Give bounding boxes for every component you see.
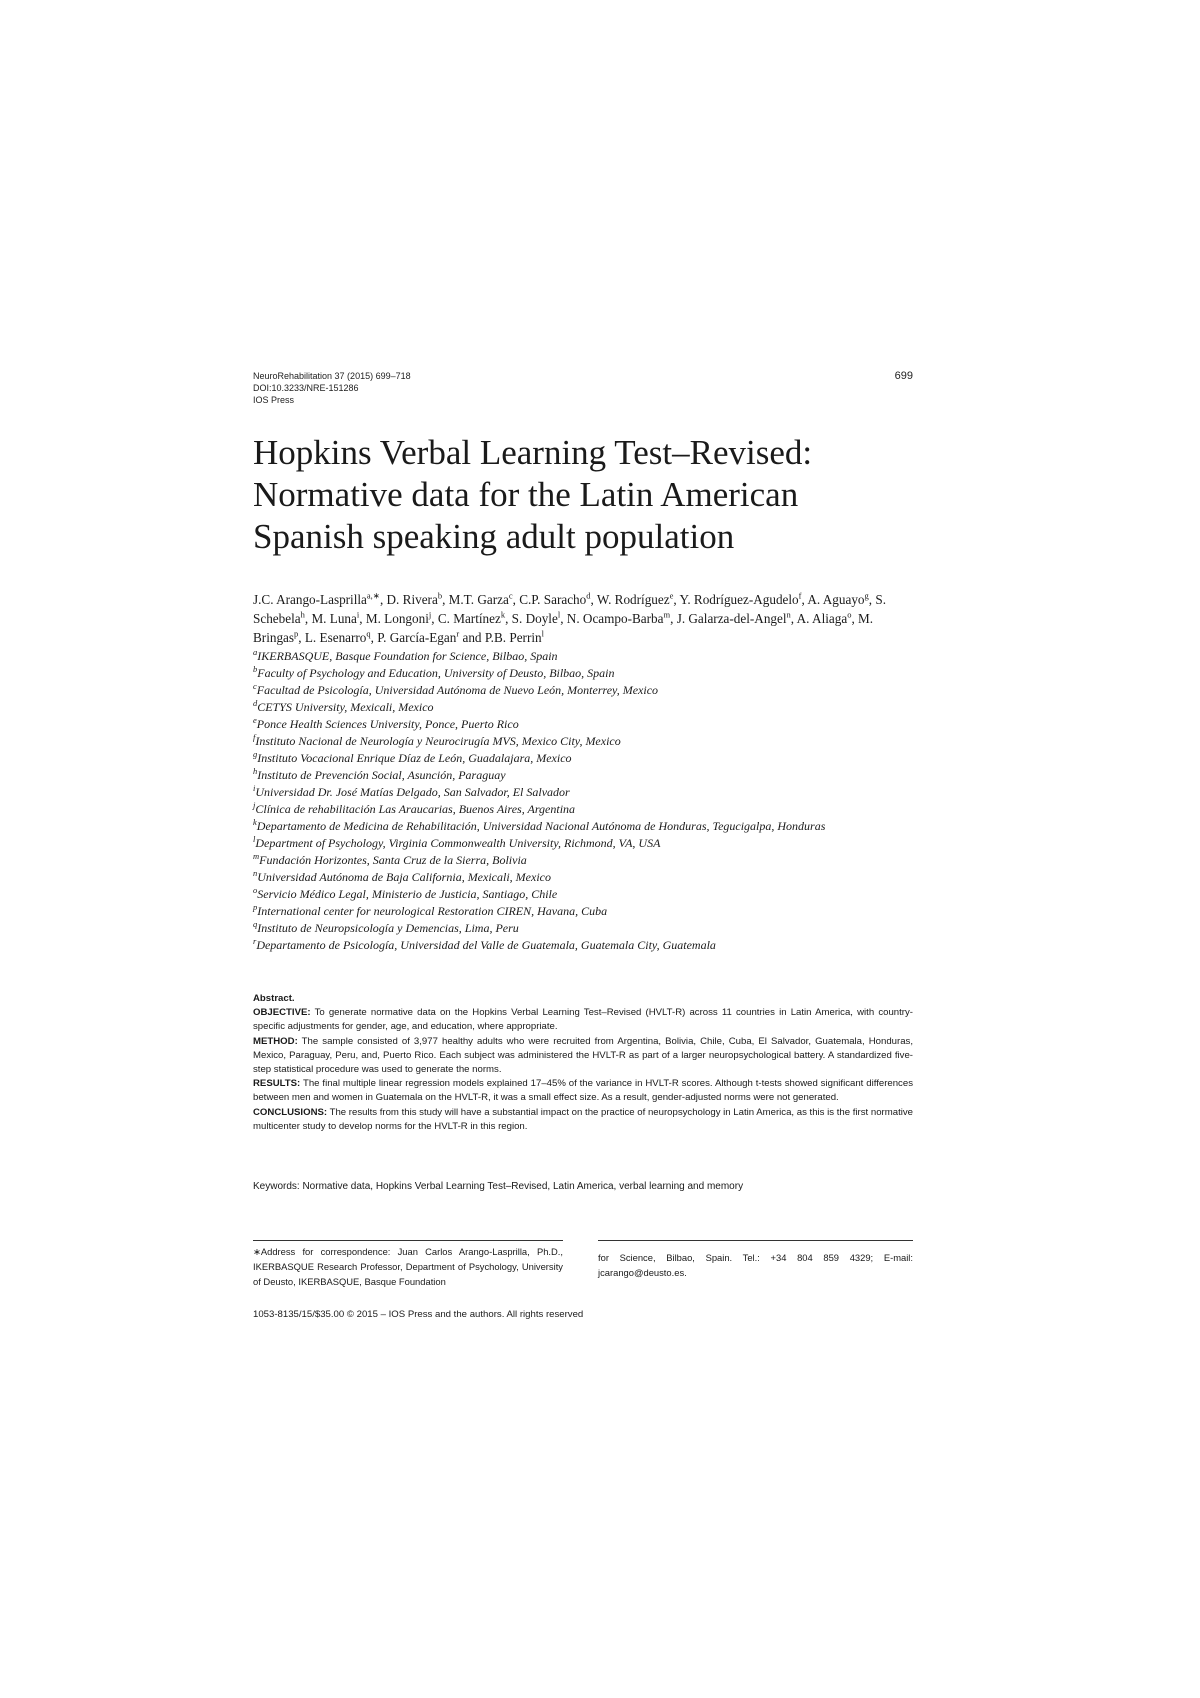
author-name: J.C. Arango-Lasprilla — [253, 592, 367, 607]
title-line: Normative data for the Latin American — [253, 475, 799, 514]
affiliation — [253, 750, 913, 767]
affiliation — [253, 818, 913, 835]
author-affiliation-marker: r — [456, 628, 460, 639]
affiliation — [253, 852, 913, 869]
affiliation-marker: a — [253, 647, 258, 657]
author-name: A. Aguayo — [807, 592, 865, 607]
author-affiliation-marker: e — [669, 590, 674, 601]
author-affiliation-marker: c — [508, 590, 513, 601]
affiliation — [253, 716, 913, 733]
affiliation-text: Facultad de Psicología, Universidad Autónoma de Nuevo León, Monterrey, Mexico — [256, 683, 659, 697]
copyright-line: 1053-8135/15/$35.00 © 2015 – IOS Press and the authors. All rights reserved — [253, 1309, 584, 1320]
author-separator: , — [512, 592, 520, 607]
affiliation-marker: i — [253, 783, 256, 793]
author-name: C.P. Saracho — [519, 592, 587, 607]
author-affiliation-marker: i — [356, 609, 360, 620]
author-separator: , — [379, 592, 387, 607]
affiliation — [253, 835, 913, 852]
affiliation-marker: m — [253, 851, 260, 861]
abstract — [253, 992, 913, 1134]
publisher: IOS Press — [253, 395, 295, 405]
author-name: N. Ocampo-Barba — [566, 611, 664, 626]
doi: DOI:10.3233/NRE-151286 — [253, 383, 359, 393]
author-name: D. Rivera — [386, 592, 438, 607]
author-affiliation-marker: m — [663, 609, 671, 620]
article-title — [253, 432, 953, 558]
affiliation — [253, 648, 913, 665]
author-separator: , — [359, 611, 366, 626]
affiliation-text: Departamento de Medicina de Rehabilitación, Universidad Nacional Autónoma de Honduras, Tegucigalpa, Honduras — [256, 819, 826, 833]
abstract-conclusions — [253, 1106, 913, 1134]
author-name: C. Martínez — [437, 611, 501, 626]
author-affiliation-marker: p — [294, 628, 299, 639]
affiliation-marker: k — [253, 817, 257, 827]
title-line: Hopkins Verbal Learning Test–Revised: — [253, 433, 813, 472]
footnote-divider — [598, 1240, 913, 1241]
author-affiliation-marker: l — [541, 628, 544, 639]
section-text: The sample consisted of 3,977 healthy adults who were recruited from Argentina, Bolivia, Chile, Cuba, El Salvador, Guatemala, Honduras, Mexico, Paraguay, Peru, and, Puerto Rico. Each subject was administered the HVLT-R as part of a larger neuropsychological battery. A standardized five-step statistical procedure was used to generate the norms. — [253, 1035, 913, 1076]
affiliation-marker: h — [253, 766, 258, 776]
affiliation-text: Instituto de Neuropsicología y Demencias, Lima, Peru — [257, 921, 519, 935]
author-name: S. Schebela — [253, 592, 887, 626]
author-affiliation-marker: q — [366, 628, 371, 639]
author-separator: , — [790, 611, 797, 626]
affiliation-marker: c — [253, 681, 257, 691]
author-name: P.B. Perrin — [484, 630, 542, 645]
author-name: M.T. Garza — [448, 592, 509, 607]
author-separator: , — [370, 630, 378, 645]
affiliation-marker: e — [253, 715, 257, 725]
affiliation — [253, 699, 913, 716]
affiliation-text: Servicio Médico Legal, Ministerio de Justicia, Santiago, Chile — [257, 887, 558, 901]
affiliation-text: Faculty of Psychology and Education, University of Deusto, Bilbao, Spain — [257, 666, 615, 680]
affiliation — [253, 937, 913, 954]
author-name: P. García-Egan — [377, 630, 457, 645]
author-separator: , — [590, 592, 597, 607]
affiliation-text: International center for neurological Restoration CIREN, Havana, Cuba — [257, 904, 608, 918]
author-separator: , — [868, 592, 876, 607]
author-separator: , — [442, 592, 449, 607]
author-separator: , — [304, 611, 312, 626]
affiliation-marker: r — [253, 936, 257, 946]
affiliation-marker: l — [253, 834, 256, 844]
affiliation-marker: f — [253, 732, 256, 742]
page-number: 699 — [894, 370, 913, 382]
section-text: To generate normative data on the Hopkins Verbal Learning Test–Revised (HVLT-R) across 11 countries in Latin America, with country-specific adjustments for gender, age, and education, where appropriate. — [253, 1007, 913, 1033]
section-label: OBJECTIVE: — [253, 1007, 311, 1019]
affiliation-text: CETYS University, Mexicali, Mexico — [257, 700, 434, 714]
affiliation — [253, 784, 913, 801]
affiliation — [253, 665, 913, 682]
affiliation-list — [253, 648, 913, 954]
title-line: Spanish speaking adult population — [253, 517, 735, 556]
section-text: The results from this study will have a substantial impact on the practice of neuropsychology in Latin America, as this is the first normative multicenter study to develop norms for the HVLT-R in this region. — [253, 1106, 913, 1132]
affiliation — [253, 886, 913, 903]
author-name: J. Galarza-del-Angel — [676, 611, 787, 626]
author-separator: , — [298, 630, 305, 645]
author-affiliation-marker: n — [786, 609, 791, 620]
affiliation-text: Instituto Vocacional Enrique Díaz de León, Guadalajara, Mexico — [257, 751, 572, 765]
abstract-objective — [253, 1006, 913, 1034]
author-separator: , — [851, 611, 859, 626]
affiliation-marker: b — [253, 664, 258, 674]
abstract-results — [253, 1077, 913, 1105]
author-separator: and — [459, 630, 485, 645]
affiliation-marker: g — [253, 749, 258, 759]
author-separator: , — [801, 592, 808, 607]
author-name: M. Longoni — [365, 611, 429, 626]
affiliation-text: Fundación Horizontes, Santa Cruz de la Sierra, Bolivia — [259, 853, 527, 867]
affiliation-text: Department of Psychology, Virginia Commonwealth University, Richmond, VA, USA — [255, 836, 661, 850]
affiliation-marker: j — [253, 800, 256, 810]
author-name: S. Doyle — [511, 611, 558, 626]
author-affiliation-marker: f — [798, 590, 802, 601]
affiliation — [253, 682, 913, 699]
affiliation — [253, 733, 913, 750]
author-name: M. Luna — [311, 611, 357, 626]
abstract-method — [253, 1035, 913, 1078]
section-label: RESULTS: — [253, 1078, 301, 1090]
affiliation-text: Universidad Autónoma de Baja California, Mexicali, Mexico — [257, 870, 551, 884]
affiliation — [253, 869, 913, 886]
affiliation — [253, 767, 913, 784]
author-affiliation-marker: o — [847, 609, 852, 620]
affiliation-text: Departamento de Psicología, Universidad del Valle de Guatemala, Guatemala City, Guatemala — [256, 938, 716, 952]
affiliation-marker: q — [253, 919, 258, 929]
journal-header — [253, 370, 913, 406]
author-list — [253, 590, 913, 647]
affiliation — [253, 920, 913, 937]
author-separator: , — [431, 611, 438, 626]
author-name: W. Rodríguez — [596, 592, 670, 607]
author-affiliation-marker: k — [500, 609, 506, 620]
author-separator: , — [560, 611, 567, 626]
author-affiliation-marker: b — [437, 590, 443, 601]
affiliation-marker: n — [253, 868, 258, 878]
author-separator: , — [505, 611, 512, 626]
affiliation — [253, 903, 913, 920]
author-affiliation-marker: j — [428, 609, 432, 620]
section-label: CONCLUSIONS: — [253, 1106, 328, 1118]
author-name: M. Bringas — [253, 611, 874, 645]
author-affiliation-marker: d — [586, 590, 591, 601]
keywords: Keywords: Normative data, Hopkins Verbal Learning Test–Revised, Latin America, verbal learning and memory — [253, 1181, 744, 1192]
author-affiliation-marker: l — [557, 609, 561, 620]
section-text: The final multiple linear regression models explained 17–45% of the variance in HVLT-R scores. Although t-tests showed significant differences between men and women in Guatemala on the HVLT-R, it was a small effect size. As a result, gender-adjusted norms were not generated. — [253, 1078, 913, 1104]
affiliation-marker: o — [253, 885, 258, 895]
journal-citation: NeuroRehabilitation 37 (2015) 699–718 — [253, 371, 411, 381]
author-affiliation-marker: a,∗ — [366, 590, 380, 601]
affiliation — [253, 801, 913, 818]
author-name: L. Esenarro — [304, 630, 367, 645]
affiliation-text: Instituto de Prevención Social, Asunción, Paraguay — [257, 768, 506, 782]
affiliation-text: Instituto Nacional de Neurología y Neurocirugía MVS, Mexico City, Mexico — [255, 734, 621, 748]
affiliation-text: Clínica de rehabilitación Las Araucarias, Buenos Aires, Argentina — [255, 802, 576, 816]
affiliation-text: IKERBASQUE, Basque Foundation for Science, Bilbao, Spain — [257, 649, 558, 663]
affiliation-marker: d — [253, 698, 258, 708]
affiliation-marker: p — [253, 902, 258, 912]
footnote-correspondence-cont: for Science, Bilbao, Spain. Tel.: +34 804 859 4329; E-mail: jcarango@deusto.es. — [598, 1252, 913, 1278]
author-affiliation-marker: g — [864, 590, 869, 601]
author-name: Y. Rodríguez-Agudelo — [679, 592, 799, 607]
footnote-divider — [253, 1240, 563, 1241]
affiliation-text: Ponce Health Sciences University, Ponce, Puerto Rico — [256, 717, 519, 731]
author-affiliation-marker: h — [300, 609, 305, 620]
section-label: METHOD: — [253, 1035, 298, 1047]
author-separator: , — [673, 592, 680, 607]
author-name: A. Aliaga — [796, 611, 848, 626]
affiliation-text: Universidad Dr. José Matías Delgado, San Salvador, El Salvador — [255, 785, 570, 799]
author-separator: , — [670, 611, 677, 626]
footnote-correspondence: ∗Address for correspondence: Juan Carlos Arango-Lasprilla, Ph.D., IKERBASQUE Research Professor, Department of Psychology, University of Deusto, IKERBASQUE, Basque Foundation — [253, 1246, 563, 1287]
abstract-heading: Abstract. — [253, 993, 295, 1004]
